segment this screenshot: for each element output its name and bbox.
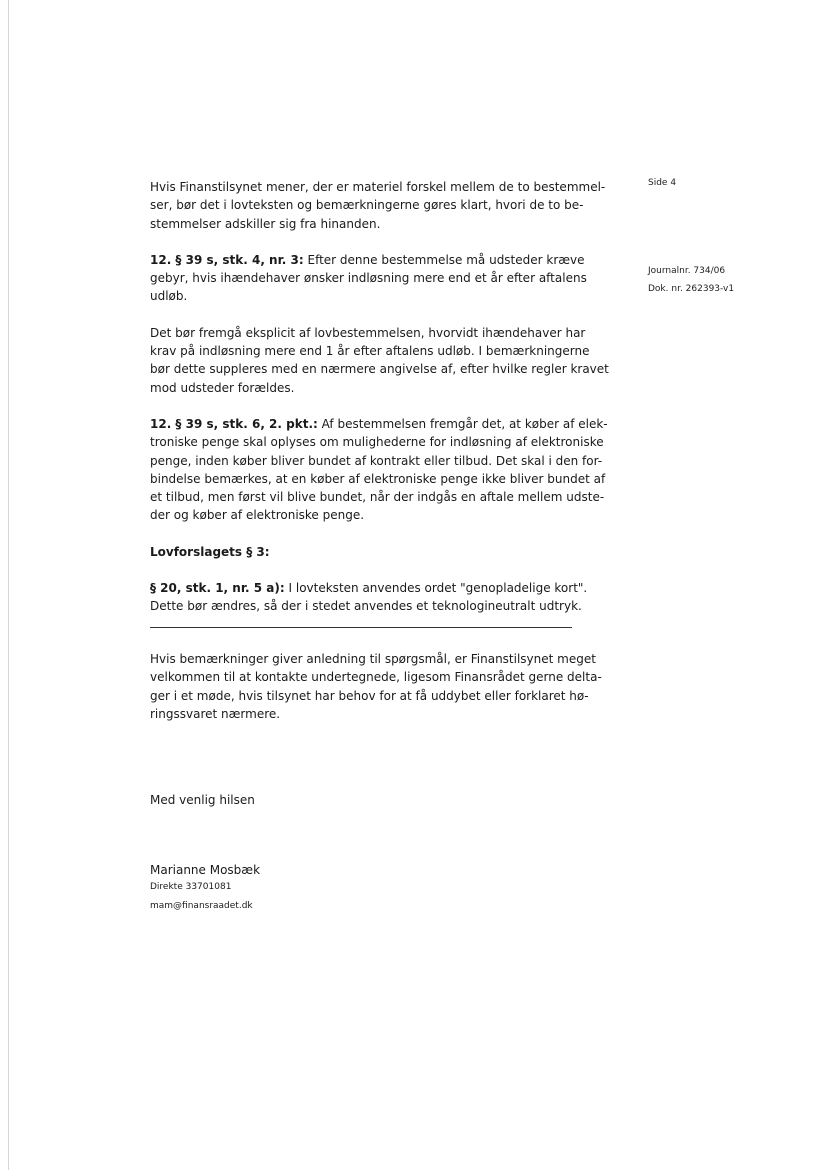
section-heading: § 20, stk. 1, nr. 5 a): [150, 581, 285, 596]
page-number-text: Side 4 [648, 178, 677, 188]
letter-body [150, 178, 612, 616]
scan-edge-line [8, 0, 9, 1170]
paragraph-indloesning: Det bør fremgå eksplicit af lovbestemmelsen, hvorvidt ihændehaver har krav på indløsning mere end 1 år efter aftalens udløb. I bemærkningerne bør dette suppleres med en nærmere angivelse af, efter hvilke regler kravet mod udsteder forældes. [150, 325, 609, 395]
paragraph-materiel-forskel: Hvis Finanstilsynet mener, der er materiel forskel mellem de to bestemmel-ser, bør det i lovteksten og bemærkningerne gøres klart, hvori de to be-stemmelser adskiller sig fra hinanden. [150, 180, 606, 231]
journal-number: Journalnr. 734/06 [648, 266, 726, 276]
document-number: Dok. nr. 262393-v1 [648, 284, 735, 294]
paragraph-text: Af bestemmelsen fremgår det, at køber af elek-troniske penge skal oplyses om mulighederne for indløsning af elektroniske penge, inden køber bliver bundet af kontrakt eller tilbud. Det skal i den for-bindelse bemærkes, at en køber af elektroniske penge ikke bliver bundet af et tilbud, men først vil blive bundet, når der indgås en aftale mellem udste-der og køber af elektroniske penge. [150, 416, 608, 523]
signature-email[interactable]: mam@finansraadet.dk [150, 901, 253, 911]
paragraph-39s-stk6 [150, 415, 612, 525]
paragraph-spoergsmaal: Hvis bemærkninger giver anledning til spørgsmål, er Finanstilsynet meget velkommen til at kontakte undertegnede, ligesom Finansrådet gerne delta-ger i et møde, hvis tilsynet har behov for at få uddybet eller forklaret hø-ringssvaret nærmere. [150, 652, 602, 721]
document-reference [648, 262, 734, 298]
section-heading: 12. § 39 s, stk. 6, 2. pkt.: [150, 416, 318, 431]
paragraph-20-stk1 [150, 579, 612, 616]
divider-line [150, 627, 572, 628]
signature-direct-phone: Direkte 33701081 [150, 882, 232, 892]
closing-paragraph-block [150, 650, 612, 723]
section-heading: 12. § 39 s, stk. 4, nr. 3: [150, 252, 304, 267]
closing-greeting: Med venlig hilsen [150, 793, 255, 807]
page-number [648, 174, 676, 192]
heading-text: Lovforslagets § 3: [150, 544, 270, 559]
paragraph-39s-stk4 [150, 251, 612, 306]
signature-name: Marianne Mosbæk [150, 863, 261, 877]
paragraph-text: Efter denne bestemmelse må udsteder kræve gebyr, hvis ihændehaver ønsker indløsning mere end et år efter aftalens udløb. [150, 252, 587, 304]
paragraph-text: I lovteksten anvendes ordet "genopladelige kort". Dette bør ændres, så der i stedet anvendes et teknologineutralt udtryk. [150, 581, 588, 614]
heading-lovforslagets-3 [150, 543, 612, 561]
